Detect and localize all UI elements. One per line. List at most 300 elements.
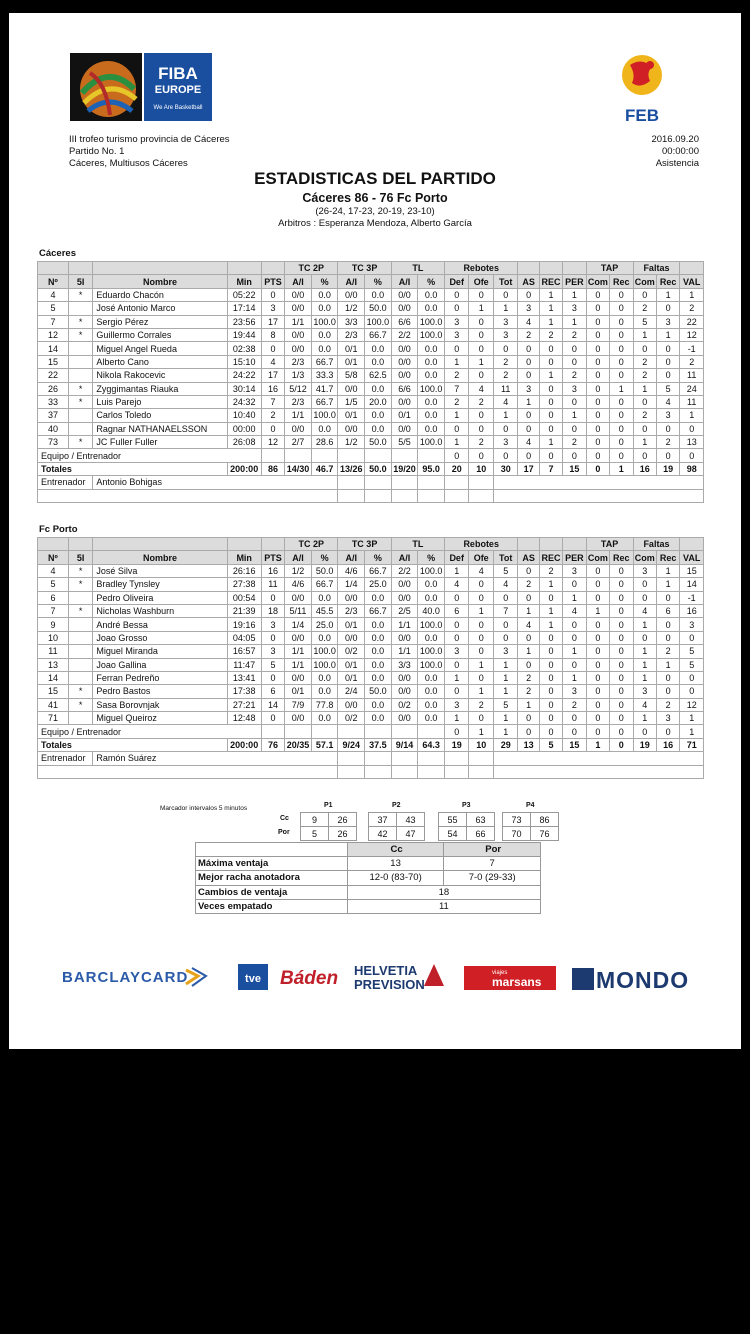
column-header: Tot (493, 275, 518, 288)
total-cell: 10 (469, 738, 494, 751)
stat-cell: 0.0 (365, 409, 392, 422)
marcador-score: 43 (397, 813, 425, 827)
player-row (38, 328, 704, 341)
stat-cell: 0 (444, 288, 469, 301)
stat-cell: 17:14 (227, 302, 261, 315)
stat-cell: 0/1 (391, 409, 418, 422)
column-header: Ofe (469, 551, 494, 564)
stat-cell: 4 (633, 604, 656, 617)
sponsor-baden: Báden (280, 968, 339, 989)
stat-cell: 62.5 (365, 369, 392, 382)
stat-cell: 5/12 (285, 382, 312, 395)
player-row (38, 645, 704, 658)
stat-cell (68, 631, 93, 644)
stat-cell: 2 (656, 698, 679, 711)
stat-cell: 7/9 (285, 698, 312, 711)
stat-cell: 11 (680, 395, 704, 408)
stat-cell: 0 (610, 288, 633, 301)
column-header: Def (444, 551, 469, 564)
column-header: % (365, 551, 392, 564)
total-cell: 200:00 (227, 462, 261, 475)
stat-cell: 0 (586, 671, 609, 684)
player-row (38, 564, 704, 577)
stat-cell: 3 (656, 315, 679, 328)
stat-cell: 0 (469, 369, 494, 382)
stat-cell: 4 (518, 618, 539, 631)
marcador-period-label: P1 (324, 802, 333, 809)
stat-cell: 0/0 (391, 342, 418, 355)
stat-cell: 45.5 (311, 604, 338, 617)
stat-cell: 2 (518, 578, 539, 591)
header-blank (563, 262, 586, 275)
stat-cell: 15 (38, 355, 69, 368)
stat-cell: 0 (610, 355, 633, 368)
stat-cell: 3 (518, 382, 539, 395)
stat-cell: 0 (680, 449, 704, 462)
stat-cell: 0 (444, 618, 469, 631)
stat-cell: 0 (586, 409, 609, 422)
stat-cell: 0 (539, 591, 562, 604)
stat-cell: 1/1 (391, 645, 418, 658)
header-blank (261, 538, 284, 551)
stat-cell: 0 (539, 645, 562, 658)
stat-cell: 1 (518, 645, 539, 658)
stat-cell: 0/0 (285, 631, 312, 644)
best-run-por: 7-0 (29-33) (444, 871, 541, 885)
stat-cell: 2/2 (391, 564, 418, 577)
stat-cell: 0 (518, 591, 539, 604)
column-header: A/I (285, 275, 312, 288)
header-blank (38, 262, 69, 275)
column-header: % (365, 275, 392, 288)
blank-cell (391, 489, 418, 502)
stat-cell: 0 (656, 302, 679, 315)
stat-cell: 0 (633, 422, 656, 435)
stat-cell: 0 (656, 725, 679, 738)
stat-cell: 04:05 (227, 631, 261, 644)
stat-cell: 1 (539, 288, 562, 301)
stat-cell: 1 (539, 578, 562, 591)
stat-cell: 66.7 (365, 328, 392, 341)
stat-cell: 0 (539, 658, 562, 671)
best-run-cc: 12-0 (83-70) (347, 871, 444, 885)
stat-cell: 3/3 (391, 658, 418, 671)
stat-cell: 0/1 (285, 685, 312, 698)
player-name: Bradley Tynsley (93, 578, 227, 591)
stat-cell: 0 (610, 604, 633, 617)
stat-cell: 26 (38, 382, 69, 395)
stat-cell: * (68, 698, 93, 711)
stat-cell: 0/0 (391, 578, 418, 591)
column-header: REC (539, 275, 562, 288)
stat-cell: 0.0 (311, 671, 338, 684)
team-row (38, 725, 704, 738)
stat-cell: 0.0 (418, 395, 445, 408)
stat-cell: 1 (656, 288, 679, 301)
stat-cell: 1 (493, 725, 518, 738)
stat-cell: 1 (563, 288, 586, 301)
stat-cell: 0.0 (418, 712, 445, 725)
stat-cell: 0 (633, 288, 656, 301)
table-header-row (38, 262, 704, 275)
stat-cell: * (68, 578, 93, 591)
stat-cell: 6 (656, 604, 679, 617)
coach-label: Entrenador (38, 476, 93, 489)
blank-cell (469, 489, 494, 502)
stat-cell: 1/1 (285, 315, 312, 328)
player-name: Miguel Queiroz (93, 712, 227, 725)
stat-cell: 0 (586, 449, 609, 462)
stat-cell: 0/0 (338, 422, 365, 435)
stat-cell (418, 449, 445, 462)
stat-cell: 10:40 (227, 409, 261, 422)
stat-cell: 3 (493, 328, 518, 341)
stat-cell: 0 (261, 631, 284, 644)
lead-changes-value: 18 (347, 885, 540, 899)
stat-cell: 1 (469, 355, 494, 368)
stat-cell: 0/0 (285, 328, 312, 341)
player-name: Joao Grosso (93, 631, 227, 644)
box-score-porto (37, 537, 704, 779)
stat-cell: 0 (610, 422, 633, 435)
group-header: TC 3P (338, 262, 391, 275)
stat-cell: 0 (563, 395, 586, 408)
blank-cell (338, 489, 365, 502)
stat-cell: 1/3 (285, 369, 312, 382)
stat-cell: 2 (469, 698, 494, 711)
marcador-score: 86 (531, 813, 559, 827)
blank-cell (391, 765, 418, 778)
stat-cell: 1 (444, 712, 469, 725)
stat-cell: 11 (680, 369, 704, 382)
stat-cell: 17 (261, 315, 284, 328)
stat-cell: 5 (680, 645, 704, 658)
feb-text: FEB (625, 106, 659, 125)
stat-cell: 2 (539, 564, 562, 577)
total-cell: 9/24 (338, 738, 365, 751)
player-name: Pedro Bastos (93, 685, 227, 698)
stat-cell: 11 (493, 382, 518, 395)
stat-cell: 0 (586, 302, 609, 315)
player-row (38, 288, 704, 301)
stat-cell (68, 671, 93, 684)
stat-cell: 0 (563, 342, 586, 355)
stat-cell: 4/6 (285, 578, 312, 591)
player-name: Zyggimantas Riauka (93, 382, 227, 395)
stat-cell: 0 (261, 422, 284, 435)
stat-cell: 0/0 (391, 355, 418, 368)
stat-cell: 19:44 (227, 328, 261, 341)
marcador-label: Marcador intervalos 5 minutos (160, 805, 248, 812)
stat-cell: 0 (586, 315, 609, 328)
player-row (38, 395, 704, 408)
stat-cell: * (68, 685, 93, 698)
totals-label: Totales (38, 738, 228, 751)
stat-cell: 27:38 (227, 578, 261, 591)
stat-cell: 18 (261, 604, 284, 617)
stat-cell (418, 725, 445, 738)
stat-cell: 12 (680, 698, 704, 711)
stat-cell: 0 (680, 685, 704, 698)
stat-cell: 3 (261, 302, 284, 315)
stat-cell: 28.6 (311, 436, 338, 449)
stat-cell: 0 (563, 712, 586, 725)
stat-cell: 13 (38, 658, 69, 671)
stat-cell: 0 (563, 618, 586, 631)
blank-cell (444, 752, 469, 765)
player-row (38, 671, 704, 684)
stat-cell: 3 (493, 436, 518, 449)
stat-cell: 0 (633, 449, 656, 462)
stat-cell: 0 (469, 409, 494, 422)
stat-cell: 0/2 (338, 645, 365, 658)
stat-cell: 0 (633, 395, 656, 408)
stat-cell: 66.7 (311, 395, 338, 408)
stat-cell: 2 (444, 369, 469, 382)
total-cell: 5 (539, 738, 562, 751)
stat-cell: 12 (680, 328, 704, 341)
player-name: André Bessa (93, 618, 227, 631)
stat-cell: 4 (563, 604, 586, 617)
stat-cell: 0.0 (418, 409, 445, 422)
stat-cell: 2/3 (285, 395, 312, 408)
stat-cell: 4 (518, 315, 539, 328)
stat-cell: 2/4 (338, 685, 365, 698)
stat-cell: 0 (610, 631, 633, 644)
stat-cell: 1/2 (285, 564, 312, 577)
stat-cell: 5 (633, 315, 656, 328)
stat-cell: 0 (610, 591, 633, 604)
player-row (38, 302, 704, 315)
stat-cell: 1 (469, 604, 494, 617)
stat-cell: 0/0 (391, 591, 418, 604)
stat-cell: 2/2 (391, 328, 418, 341)
stat-cell: 1/2 (338, 302, 365, 315)
stat-cell: 0/0 (391, 631, 418, 644)
stat-cell: 0/0 (391, 712, 418, 725)
stat-cell: 0/0 (391, 369, 418, 382)
stat-cell: 27:21 (227, 698, 261, 711)
marcador-team-cc: Cc (280, 815, 289, 822)
stat-cell: 0 (539, 409, 562, 422)
blank-cell (493, 765, 703, 778)
stat-cell: 0 (518, 712, 539, 725)
stat-cell: 0 (539, 631, 562, 644)
marcador-score: 5 (301, 827, 329, 841)
stat-cell: 11 (38, 645, 69, 658)
stat-cell: 1 (444, 671, 469, 684)
stat-cell: 2 (261, 409, 284, 422)
lead-changes-label: Cambios de ventaja (196, 885, 348, 899)
stat-cell: 0 (586, 395, 609, 408)
header-blank (518, 262, 539, 275)
stat-cell: 100.0 (418, 315, 445, 328)
stat-cell: 12 (38, 328, 69, 341)
table-column-header-row (38, 275, 704, 288)
stat-cell: 0 (444, 591, 469, 604)
blank-cell (338, 752, 365, 765)
stat-cell: 4 (469, 564, 494, 577)
stat-cell: 0 (610, 342, 633, 355)
stat-cell: 0 (469, 618, 494, 631)
stat-cell: 0 (610, 302, 633, 315)
stat-cell: 0/1 (338, 618, 365, 631)
stat-cell: 0 (563, 658, 586, 671)
stat-cell: 0 (563, 422, 586, 435)
stat-cell: 0 (586, 725, 609, 738)
stat-cell: 17 (261, 369, 284, 382)
stat-cell (68, 355, 93, 368)
header-blank (539, 538, 562, 551)
blank-cell (338, 765, 365, 778)
stat-cell: 0 (610, 409, 633, 422)
stat-cell: 1 (680, 288, 704, 301)
stat-cell: 1 (563, 409, 586, 422)
stat-cell: 4 (444, 578, 469, 591)
ties-label: Veces empatado (196, 899, 348, 913)
coach-name: Antonio Bohigas (93, 476, 338, 489)
stat-cell: 6/6 (391, 315, 418, 328)
stat-cell: 2 (469, 395, 494, 408)
total-cell: 16 (633, 462, 656, 475)
stat-cell: 0.0 (365, 618, 392, 631)
sponsor-tve: tve (245, 973, 261, 985)
stat-cell: 0/0 (285, 712, 312, 725)
column-header: Nº (38, 551, 69, 564)
stat-cell: 0/0 (285, 591, 312, 604)
stat-cell: 1/1 (285, 409, 312, 422)
marcador-period-label: P2 (392, 802, 401, 809)
stat-cell: 7 (493, 604, 518, 617)
stat-cell: 100.0 (418, 645, 445, 658)
stat-cell: 2 (633, 369, 656, 382)
stat-cell: 0.0 (418, 369, 445, 382)
stat-cell: 0 (563, 355, 586, 368)
stat-cell: 0 (656, 618, 679, 631)
stat-cell: 0 (493, 342, 518, 355)
stat-cell: * (68, 436, 93, 449)
stat-cell: 1 (680, 712, 704, 725)
column-header: PER (563, 551, 586, 564)
stat-cell (365, 725, 392, 738)
marcador-score: 76 (531, 827, 559, 841)
stat-cell: 4 (38, 288, 69, 301)
player-row (38, 436, 704, 449)
max-lead-label: Máxima ventaja (196, 857, 348, 871)
stat-cell: 14 (261, 698, 284, 711)
stat-cell: 0 (586, 591, 609, 604)
stat-cell: 0 (518, 342, 539, 355)
total-cell: 64.3 (418, 738, 445, 751)
stat-cell: 0.0 (365, 382, 392, 395)
header-blank (93, 538, 227, 551)
stat-cell: 2 (680, 355, 704, 368)
stat-cell (68, 712, 93, 725)
player-name: Miguel Miranda (93, 645, 227, 658)
stat-cell: 1 (656, 328, 679, 341)
player-name: Sasa Borovnjak (93, 698, 227, 711)
stat-cell: 0 (586, 288, 609, 301)
column-header: A/I (338, 551, 365, 564)
stat-cell: 24 (680, 382, 704, 395)
group-header: TC 2P (285, 262, 338, 275)
stat-cell: 1 (586, 604, 609, 617)
stat-cell: 0 (518, 369, 539, 382)
stat-cell: 0.0 (418, 422, 445, 435)
stat-cell: 2/5 (391, 604, 418, 617)
totals-row (38, 462, 704, 475)
stat-cell: 3 (680, 618, 704, 631)
stat-cell: * (68, 315, 93, 328)
group-header: TAP (586, 262, 633, 275)
stat-cell: 0 (610, 671, 633, 684)
stat-cell: 0 (539, 422, 562, 435)
stat-cell: 0 (633, 578, 656, 591)
stat-cell: 1 (563, 591, 586, 604)
stat-cell: 2 (633, 355, 656, 368)
stat-cell: 22 (38, 369, 69, 382)
stat-cell: 66.7 (311, 578, 338, 591)
column-header: Ofe (469, 275, 494, 288)
stat-cell: 23:56 (227, 315, 261, 328)
team-name-porto: Fc Porto (39, 524, 78, 535)
stat-cell (68, 422, 93, 435)
stat-cell: 0 (444, 658, 469, 671)
stat-cell: 3 (493, 645, 518, 658)
max-lead-cc: 13 (347, 857, 444, 871)
stat-cell: 5 (493, 564, 518, 577)
stat-cell: 0/1 (338, 342, 365, 355)
total-cell: 50.0 (365, 462, 392, 475)
stat-cell: 5 (656, 382, 679, 395)
marcador-score: 9 (301, 813, 329, 827)
stat-cell: 14 (38, 671, 69, 684)
stat-cell: 0 (586, 369, 609, 382)
column-header: Min (227, 275, 261, 288)
stat-cell: 1 (563, 671, 586, 684)
stat-cell: 0 (586, 698, 609, 711)
stat-cell: 0/0 (338, 631, 365, 644)
header-blank (680, 262, 704, 275)
stat-cell: 0.0 (418, 288, 445, 301)
stat-cell: 3 (518, 302, 539, 315)
stat-cell (365, 449, 392, 462)
player-name: Nikola Rakocevic (93, 369, 227, 382)
stat-cell: 50.0 (365, 685, 392, 698)
stat-cell: 0.0 (311, 342, 338, 355)
stat-cell: 40 (38, 422, 69, 435)
stat-cell: 100.0 (311, 658, 338, 671)
stat-cell: 0 (656, 422, 679, 435)
total-cell: 95.0 (418, 462, 445, 475)
stat-cell: 0 (444, 631, 469, 644)
total-cell: 1 (586, 738, 609, 751)
stat-cell: 0.0 (418, 631, 445, 644)
total-cell: 14/30 (285, 462, 312, 475)
stat-cell: 19:16 (227, 618, 261, 631)
marcador-score: 42 (369, 827, 397, 841)
stat-cell: 0 (586, 422, 609, 435)
stat-cell: 0 (539, 685, 562, 698)
stat-cell: 0 (656, 449, 679, 462)
stat-cell: 15:10 (227, 355, 261, 368)
stat-cell: 0 (469, 328, 494, 341)
stat-cell: 4 (38, 564, 69, 577)
marcador-row (301, 813, 357, 827)
stat-cell: 0 (444, 302, 469, 315)
stat-cell (261, 449, 284, 462)
stat-cell: 4 (518, 436, 539, 449)
